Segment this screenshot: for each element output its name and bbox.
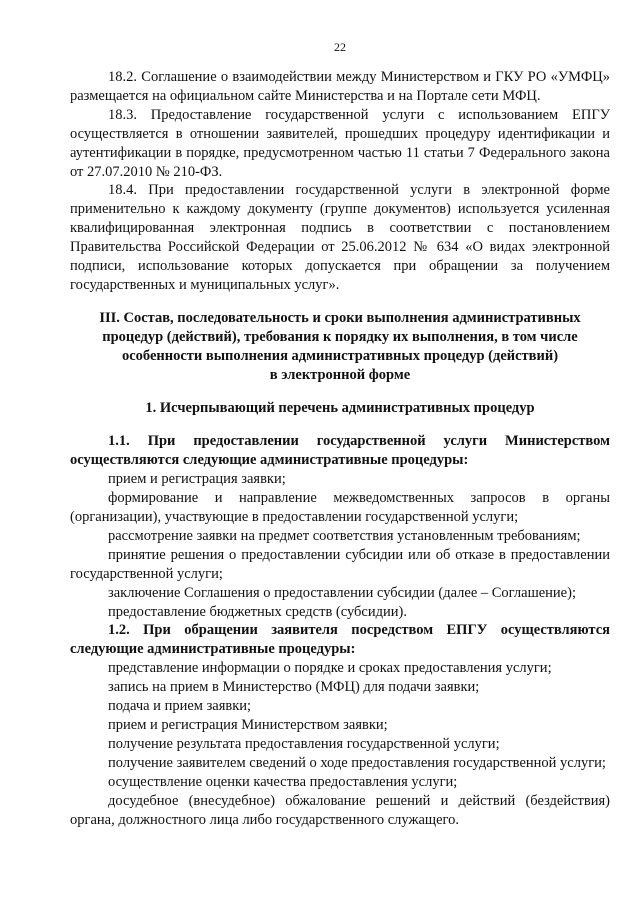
clause-1-1: 1.1. При предоставлении государственной услуги Министерством осуществляются следующие административные процедуры: (70, 433, 610, 469)
section-title-line: в электронной форме (269, 366, 411, 383)
page-number: 22 (334, 40, 346, 54)
list-item: прием и регистрация заявки; (108, 471, 286, 488)
list-item: запись на прием в Министерство (МФЦ) для подачи заявки; (108, 679, 480, 696)
list-item: подача и прием заявки; (108, 698, 252, 715)
clause-1-2: 1.2. При обращении заявителя посредством ЕПГУ осуществляются следующие административные процедуры: (70, 622, 610, 658)
list-item: осуществление оценки качества предоставления услуги; (108, 773, 458, 790)
paragraph-18-3: 18.3. Предоставление государственной услуги с использованием ЕПГУ осуществляется в отношении заявителей, прошедших процедуру идентификации и аутентификации в порядке, предусмотренном частью 11 статьи 7 Федерального закона от 27.07.2010 № 210-ФЗ. (70, 106, 610, 180)
list-item: рассмотрение заявки на предмет соответствия установленным требованиям; (108, 527, 581, 544)
section-title (70, 309, 610, 385)
list-item: заключение Соглашения о предоставлении субсидии (далее – Соглашение); (108, 584, 576, 601)
list-item: получение результата предоставления государственной услуги; (108, 735, 500, 752)
paragraph-18-2: 18.2. Соглашение о взаимодействии между Министерством и ГКУ РО «УМФЦ» размещается на официальном сайте Министерства и на Портале сети МФЦ. (70, 69, 610, 104)
list-item: прием и регистрация Министерством заявки; (108, 717, 388, 733)
list-item: принятие решения о предоставлении субсидии или об отказе в предоставлении государственной услуги; (70, 546, 610, 582)
list-item: формирование и направление межведомственных запросов в органы (организации), участвующие в предоставлении государственной услуги; (70, 490, 610, 526)
list-item: представление информации о порядке и сроках предоставления услуги; (108, 660, 552, 677)
section-title-line: процедур (действий), требования к порядку их выполнения, в том числе (102, 328, 578, 345)
subsection-title: 1. Исчерпывающий перечень административных процедур (145, 399, 535, 416)
document-page (70, 40, 610, 829)
section-title-line: III. Состав, последовательность и сроки выполнения административных (99, 309, 581, 326)
section-title-line: особенности выполнения административных процедур (действий) (121, 347, 559, 364)
list-item: предоставление бюджетных средств (субсидии). (108, 603, 407, 620)
list-item: получение заявителем сведений о ходе предоставления государственной услуги; (108, 754, 606, 771)
list-item: досудебное (внесудебное) обжалование решений и действий (бездействия) органа, должностного лица либо государственного служащего. (70, 792, 610, 828)
paragraph-18-4: 18.4. При предоставлении государственной услуги в электронной форме применительно к каждому документу (группе документов) используется усиленная квалифицированная электронная подпись в соответствии с постановлением Правительства Российской Федерации от 25.06.2012 № 634 «О видах электронной подписи, использование которых допускается при обращении за получением государственных и муниципальных услуг». (70, 182, 610, 293)
